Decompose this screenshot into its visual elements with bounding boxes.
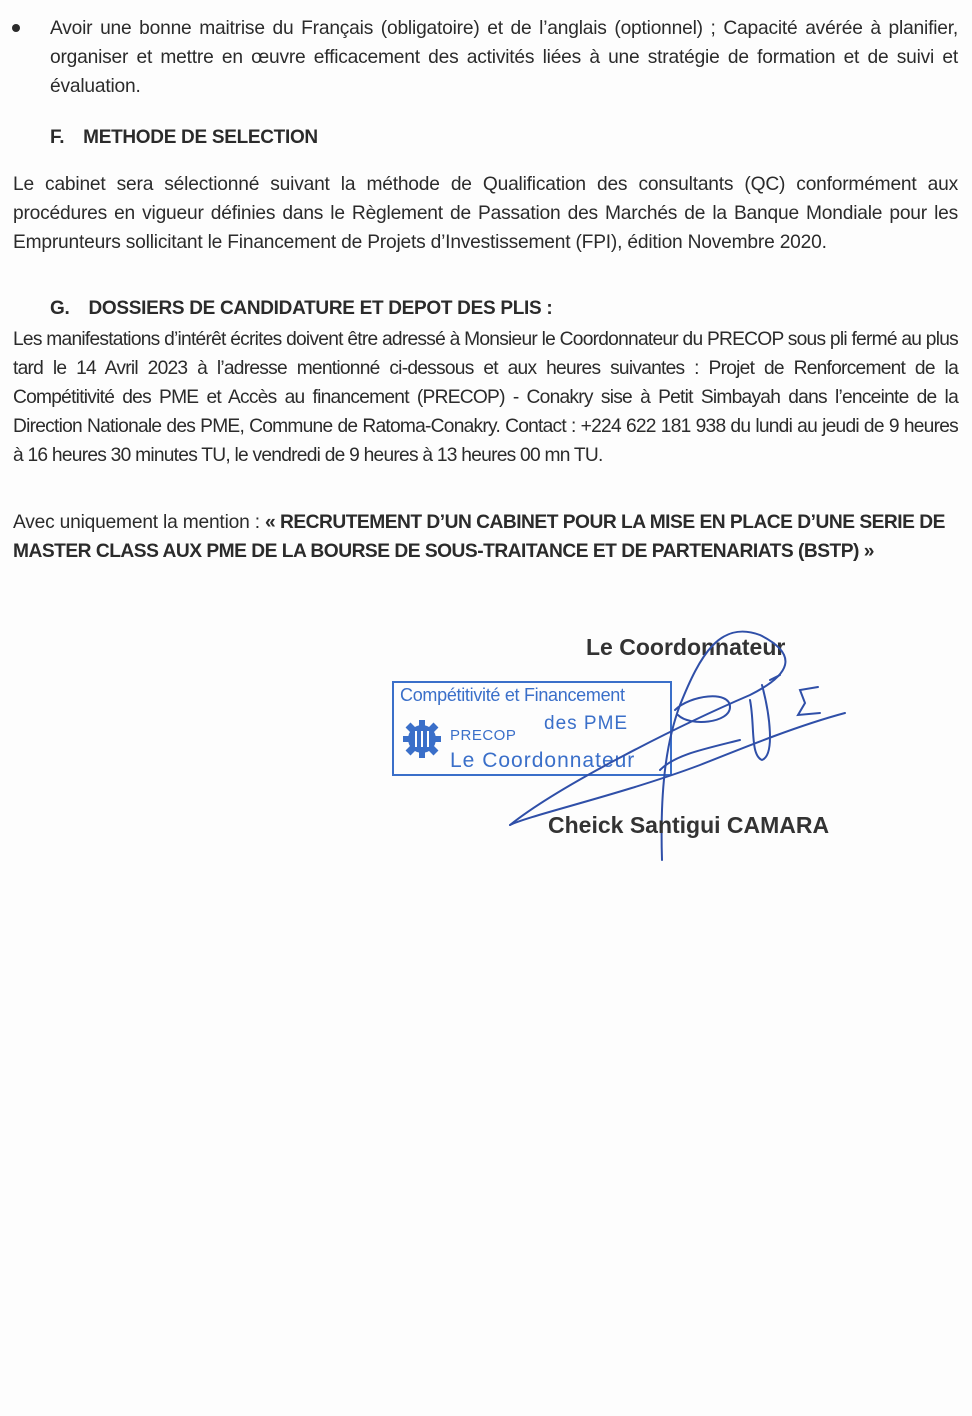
mention-prefix: Avec uniquement la mention :: [13, 512, 265, 533]
gear-logo-icon: [402, 719, 442, 759]
section-f-letter: F.: [50, 127, 65, 148]
mention-title: « RECRUTEMENT D’UN CABINET POUR LA MISE EN PLACE D’UNE SERIE DE MASTER CLASS AUX PME DE LA BOURSE DE SOUS-TRAITANCE ET DE PARTENARIATS (BSTP) »: [13, 512, 945, 562]
signatory-title: Le Coordonnateur: [586, 634, 786, 660]
section-g-heading: [50, 298, 552, 320]
stamp-line-3: PRECOP: [450, 727, 517, 744]
section-f-body: Le cabinet sera sélectionné suivant la méthode de Qualification des consultants (QC) conformément aux procédures en vigueur définies dans le Règlement de Passation des Marchés de la Banque Mondiale pour les Emprunteurs sollicitant le Financement de Projets d’Investissement (FPI), édition Novembre 2020.: [13, 174, 958, 253]
stamp-line-1: Compétitivité et Financement: [400, 685, 625, 705]
stamp-line-4: Le Coordonnateur: [450, 749, 636, 772]
bullet-icon: [12, 24, 20, 32]
section-f-heading: [50, 127, 318, 149]
section-g-letter: G.: [50, 298, 70, 319]
stamp-line-2: des PME: [544, 713, 629, 734]
section-f-title: METHODE DE SELECTION: [83, 127, 318, 148]
signatory-name: Cheick Santigui CAMARA: [548, 812, 830, 838]
section-g-body: Les manifestations d’intérêt écrites doivent être adressé à Monsieur le Coordonnateur du PRECOP sous pli fermé au plus tard le 14 Avril 2023 à l’adresse mentionné ci-dessous et aux heures suivantes : Projet de Renforcement de la Compétitivité des PME et Accès au financement (PRECOP) - Conakry sise à Petit Simbayah dans l’enceinte de la Direction Nationale des PME, Commune de Ratoma-Conakry. Contact : +224 622 181 938 du lundi au jeudi de 9 heures à 16 heures 30 minutes TU, le vendredi de 9 heures à 13 heures 00 mn TU.: [13, 329, 958, 466]
bullet-text: Avoir une bonne maitrise du Français (obligatoire) et de l’anglais (optionnel) ; Capacité avérée à planifier, organiser et mettre en œuvre efficacement des activités liées à une stratégie de formation et de suivi et évaluation.: [50, 18, 958, 97]
section-g-title: DOSSIERS DE CANDIDATURE ET DEPOT DES PLIS :: [88, 298, 553, 319]
official-stamp: [392, 681, 672, 776]
mention-paragraph: [13, 508, 958, 566]
